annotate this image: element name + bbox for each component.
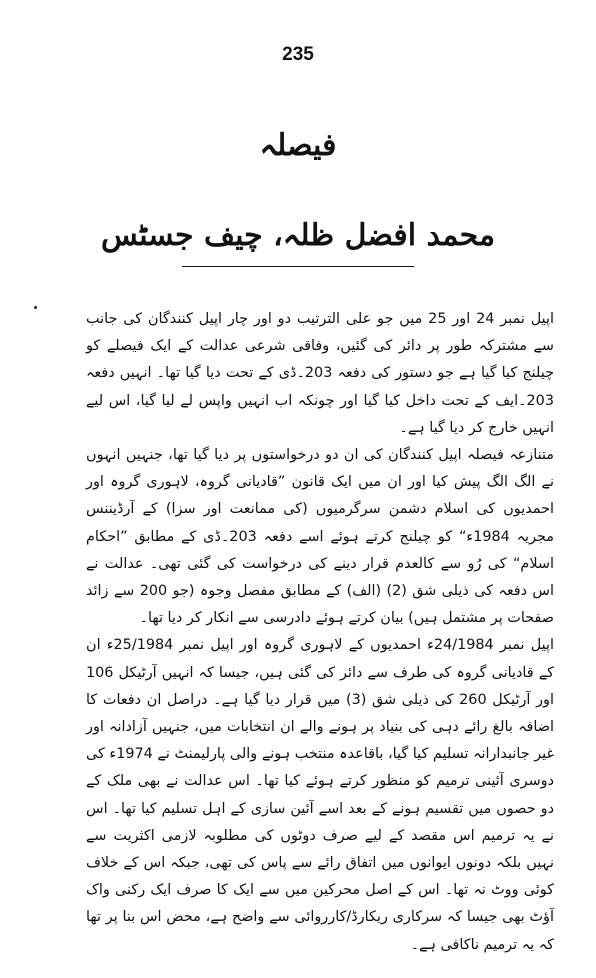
paragraph-2: متنازعہ فیصلہ اپیل کنندگان کی ان دو درخواستوں پر دیا گیا تھا، جنہیں انہوں نے الگ الگ پیش کیا اور ان میں ایک قانون ”قادیانی گروہ، لاہوری گروہ اور احمدیوں کی اسلام دشمن سرگرمیوں (کی ممانعت اور سزا) کے آرڈیننس مجریہ 1984ء“ کو چیلنج کرتے ہوئے اسے دفعہ 203۔ڈی کے مطابق ”احکام اسلام“ کی رُو سے کالعدم قرار دینے کی درخواست کی گئی تھی۔ عدالت نے اس دفعہ کی ذیلی شق (2) (الف) کے مطابق مفصل وجوہ (جو 200 سے زائد صفحات پر مشتمل ہیں) بیان کرتے ہوئے دادرسی سے انکار کر دیا تھا۔ xyxy=(86,447,555,627)
paragraph-1: اپیل نمبر 24 اور 25 میں جو علی الترتیب دو اور چار اپیل کنندگان کی جانب سے مشترکہ طور پر دائر کی گئیں، وفاقی شرعی عدالت کے ایک فیصلے کو چیلنج کیا گیا ہے جو دستور کی دفعہ 203۔ڈی کے تحت دیا گیا تھا۔ انہیں دفعہ 203۔ایف کے تحت داخل کیا گیا اور چونکہ اب انہیں واپس لے لیا گیا، اس لیے انہیں خارج کر دیا گیا ہے۔ xyxy=(86,311,555,436)
heading-underline xyxy=(182,266,414,267)
margin-speck xyxy=(34,306,37,309)
page-number: 235 xyxy=(282,44,314,65)
page-title: فیصلہ xyxy=(259,128,337,163)
body-text xyxy=(86,306,554,959)
author-heading: محمد افضل ظلہ، چیف جسٹس xyxy=(100,218,496,253)
paragraph-3: اپیل نمبر 24/1984ء احمدیوں کے لاہوری گروہ اور اپیل نمبر 25/1984ء ان کے قادیانی گروہ کی طرف سے دائر کی گئی ہیں، جیسا کہ انہیں آرٹیکل 106 اور آرٹیکل 260 کی ذیلی شق (3) میں قرار دیا گیا ہے۔ دراصل ان دفعات کا اضافہ بالغ رائے دہی کی بنیاد پر ہونے والے ان انتخابات میں، جنہیں آزادانہ اور غیر جانبدارانہ تسلیم کیا گیا، باقاعدہ منتخب ہونے والی پارلیمنٹ نے 1974ء کی دوسری آئینی ترمیم کو منظور کرتے ہوئے کیا تھا۔ اس عدالت نے بھی ملک کے دو حصوں میں تقسیم ہونے کے بعد اسے آئین سازی کے اہل تسلیم کیا تھا۔ اس نے یہ ترمیم اس مقصد کے لیے صرف دوٹوں کی مطلوبہ لازمی اکثریت سے نہیں بلکہ دونوں ایوانوں میں اتفاق رائے سے پاس کی تھی، جبکہ اس کے خلاف کوئی ووٹ نہ تھا۔ اس کے اصل محرکین میں سے ایک کا صرف ایک رکنی واک آؤٹ بھی جیسا کہ سرکاری ریکارڈ/کارروائی سے واضح ہے، محض اس بنا پر تھا کہ یہ ترمیم ناکافی ہے۔ xyxy=(86,637,555,953)
